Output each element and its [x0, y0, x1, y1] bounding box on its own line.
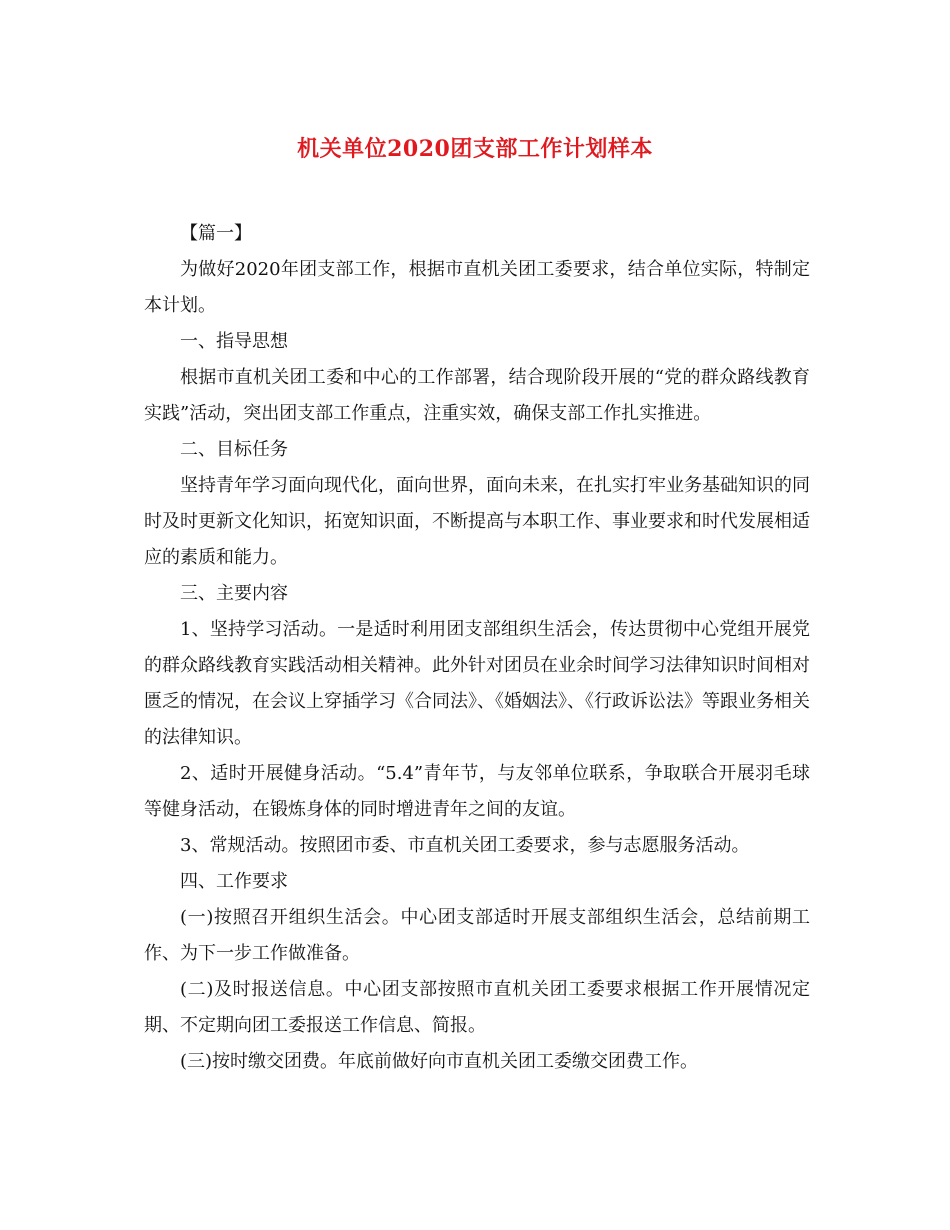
intro-paragraph: 为做好2020年团支部工作，根据市直机关团工委要求，结合单位实际，特制定本计划。 [144, 259, 810, 316]
heading-requirements: 四、工作要求 [180, 871, 288, 892]
section-marker: 【篇一】 [180, 223, 252, 244]
requirement-item-3: (三)按时缴交团费。年底前做好向市直机关团工委缴交团费工作。 [180, 1051, 699, 1072]
heading-objectives: 二、目标任务 [180, 439, 288, 460]
content-item-1: 1、坚持学习活动。一是适时利用团支部组织生活会，传达贯彻中心党组开展党的群众路线教育实践活动相关精神。此外针对团员在业余时间学习法律知识时间相对匮乏的情况，在会议上穿插学习《合同法》、《婚姻法》、《行政诉讼法》等跟业务相关的法律知识。 [144, 619, 810, 748]
objectives-paragraph: 坚持青年学习面向现代化，面向世界，面向未来，在扎实打牢业务基础知识的同时及时更新文化知识，拓宽知识面，不断提高与本职工作、事业要求和时代发展相适应的素质和能力。 [144, 475, 810, 568]
content-item-2: 2、适时开展健身活动。“5.4”青年节，与友邻单位联系，争取联合开展羽毛球等健身活动，在锻炼身体的同时增进青年之间的友谊。 [144, 763, 810, 820]
requirement-item-1: (一)按照召开组织生活会。中心团支部适时开展支部组织生活会，总结前期工作、为下一步工作做准备。 [144, 907, 810, 964]
document-body [144, 216, 810, 1080]
heading-main-content: 三、主要内容 [180, 583, 288, 604]
guiding-ideology-paragraph: 根据市直机关团工委和中心的工作部署，结合现阶段开展的“党的群众路线教育实践”活动，突出团支部工作重点，注重实效，确保支部工作扎实推进。 [144, 367, 810, 424]
requirement-item-2: (二)及时报送信息。中心团支部按照市直机关团工委要求根据工作开展情况定期、不定期向团工委报送工作信息、简报。 [144, 979, 810, 1036]
document-title: 机关单位2020团支部工作计划样本 [297, 136, 653, 162]
content-item-3: 3、常规活动。按照团市委、市直机关团工委要求，参与志愿服务活动。 [180, 835, 750, 856]
heading-guiding-ideology: 一、指导思想 [180, 331, 288, 352]
